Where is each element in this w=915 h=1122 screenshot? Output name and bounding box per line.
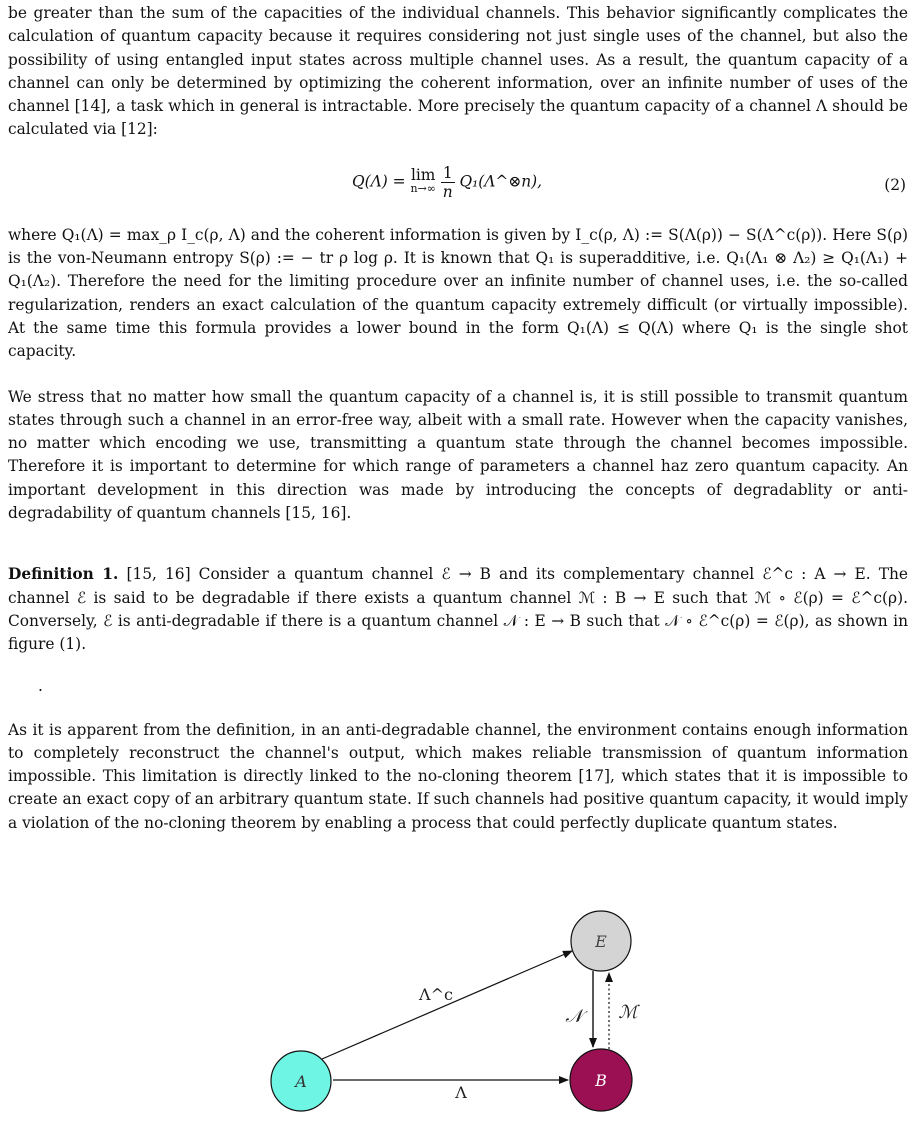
paragraph-capacity-intro: be greater than the sum of the capacities of the individual channels. This behavior significantly complicates the calculation of quantum capacity because it requires considering not just single uses of the channel, but also the possibility of using entangled input states across multiple channel uses. As a result, the quantum capacity of a channel can only be determined by optimizing the coherent information, over an infinite number of uses of the channel [14], a task which in general is intractable. More precisely the quantum capacity of a channel Λ should be calculated via [12]:: [8, 4, 908, 139]
node-a-label: A: [295, 1072, 307, 1091]
eq-lim-subscript: n→∞: [410, 182, 436, 196]
definition-text: [15, 16] Consider a quantum channel ℰ → B and its complementary channel ℰ^c : A → E. The channel ℰ is said to be degradable if there exists a quantum channel ℳ : B → E such that ℳ ∘ ℰ(ρ) = ℰ^c(ρ). Conversely, ℰ is anti-degradable if there is a quantum channel 𝒩 : E → B such that 𝒩 ∘ ℰ^c(ρ) = ℰ(ρ), as shown in figure (1).: [8, 565, 909, 654]
eq-fraction-numerator: 1: [442, 163, 453, 182]
edge-label-m: ℳ: [618, 1002, 638, 1023]
node-a: [271, 1051, 331, 1111]
paragraph-zero-capacity: We stress that no matter how small the quantum capacity of a channel is, it is still possible to transmit quantum states through such a channel in an error-free way, albeit with a small rate. However when the capacity vanishes, no matter which encoding we use, transmitting a quantum state through the channel becomes impossible. Therefore it is important to determine for which range of parameters a channel haz zero quantum capacity. An important development in this direction was made by introducing the concepts of degradablity or anti-degradability of quantum channels [15, 16].: [8, 387, 908, 523]
stray-dot: .: [38, 676, 43, 695]
node-e: [571, 911, 631, 971]
node-b-label: B: [595, 1071, 607, 1090]
node-b: [570, 1049, 632, 1111]
eq-rhs: Q₁(Λ^⊗n),: [459, 172, 543, 191]
eq-fraction-denominator: n: [442, 182, 453, 201]
edge-label-lambda: Λ: [455, 1083, 467, 1102]
definition-label: Definition 1.: [8, 565, 119, 584]
equation-number: (2): [884, 175, 906, 194]
edge-label-n: 𝒩: [565, 1006, 583, 1027]
edge-a-to-e: [322, 951, 572, 1059]
paragraph-anti-degradable: As it is apparent from the definition, in an anti-degradable channel, the environment contains enough information to completely reconstruct the channel's output, which makes reliable transmission of quantum information impossible. This limitation is directly linked to the no-cloning theorem [17], which states that it is impossible to create an exact copy of an arbitrary quantum state. If such channels had positive quantum capacity, it would imply a violation of the no-cloning theorem by enabling a process that could perfectly duplicate quantum states.: [8, 720, 908, 832]
edge-label-lambda-c: Λ^c: [419, 985, 453, 1004]
node-e-label: E: [595, 932, 607, 951]
eq-lhs: Q(Λ) =: [352, 172, 406, 191]
eq-lim-word: lim: [410, 166, 436, 185]
paragraph-coherent-information: where Q₁(Λ) = max_ρ I_c(ρ, Λ) and the coherent information is given by I_c(ρ, Λ) := S(Λ(ρ)) − S(Λ^c(ρ)). Here S(ρ) is the von-Neumann entropy S(ρ) := − tr ρ log ρ. It is known that Q₁ is superadditive, i.e. Q₁(Λ₁ ⊗ Λ₂) ≥ Q₁(Λ₁) + Q₁(Λ₂). Therefore the need for the limiting procedure over an infinite number of channel uses, i.e. the so-called regularization, renders an exact calculation of the quantum capacity extremely difficult (or virtually impossible). At the same time this formula provides a lower bound in the form Q₁(Λ) ≤ Q(Λ) where Q₁ is the single shot capacity.: [8, 225, 908, 361]
